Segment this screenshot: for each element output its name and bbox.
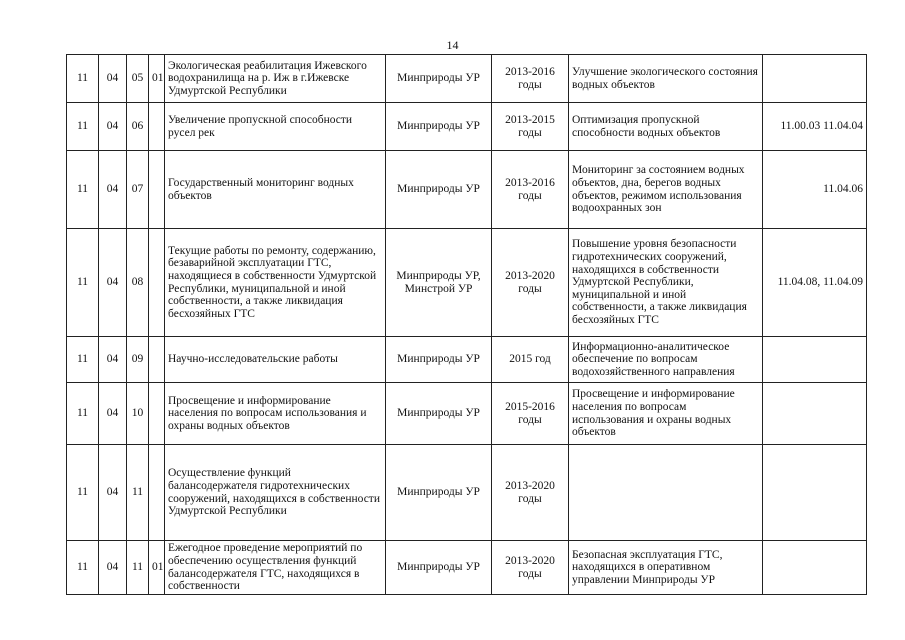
expected-result (569, 445, 763, 541)
term: 2013-2020 годы (492, 541, 569, 595)
indicator-codes (763, 55, 867, 103)
expected-result: Информационно-аналитическое обеспечение по вопросам водохозяйственного направления (569, 337, 763, 383)
activity-name: Научно-исследовательские работы (165, 337, 386, 383)
term: 2013-2016 годы (492, 55, 569, 103)
term: 2013-2020 годы (492, 229, 569, 337)
expected-result: Оптимизация пропускной способности водных объектов (569, 103, 763, 151)
term: 2015-2016 годы (492, 383, 569, 445)
code-part-2: 04 (99, 337, 127, 383)
executor: Минприроды УР (386, 151, 492, 229)
expected-result: Улучшение экологического состояния водных объектов (569, 55, 763, 103)
executor: Минприроды УР, Минстрой УР (386, 229, 492, 337)
code-part-1: 11 (67, 337, 99, 383)
code-part-1: 11 (67, 541, 99, 595)
term: 2015 год (492, 337, 569, 383)
code-part-1: 11 (67, 445, 99, 541)
code-part-1: 11 (67, 151, 99, 229)
executor: Минприроды УР (386, 445, 492, 541)
code-part-3: 08 (127, 229, 149, 337)
term: 2013-2020 годы (492, 445, 569, 541)
indicator-codes (763, 541, 867, 595)
table-row (67, 229, 867, 337)
program-table (66, 54, 867, 595)
activity-name: Экологическая реабилитация Ижевского водохранилища на р. Иж в г.Ижевске Удмуртской Республики (165, 55, 386, 103)
code-part-4 (149, 103, 165, 151)
table-row (67, 541, 867, 595)
expected-result: Безопасная эксплуатация ГТС, находящихся в оперативном управлении Минприроды УР (569, 541, 763, 595)
indicator-codes (763, 383, 867, 445)
code-part-3: 11 (127, 541, 149, 595)
code-part-4 (149, 151, 165, 229)
table-row (67, 445, 867, 541)
code-part-3: 09 (127, 337, 149, 383)
executor: Минприроды УР (386, 55, 492, 103)
code-part-4 (149, 383, 165, 445)
code-part-3: 07 (127, 151, 149, 229)
activity-name: Текущие работы по ремонту, содержанию, безаварийной эксплуатации ГТС, находящиеся в собственности Удмуртской Республики, муниципальной и иной собственности, а также ликвидация бесхозяйных ГТС (165, 229, 386, 337)
expected-result: Мониторинг за состоянием водных объектов, дна, берегов водных объектов, режимом использования водоохранных зон (569, 151, 763, 229)
code-part-3: 10 (127, 383, 149, 445)
code-part-1: 11 (67, 383, 99, 445)
code-part-4 (149, 337, 165, 383)
table-row (67, 383, 867, 445)
executor: Минприроды УР (386, 103, 492, 151)
table-row (67, 103, 867, 151)
activity-name: Осуществление функций балансодержателя гидротехнических сооружений, находящихся в собственности Удмуртской Республики (165, 445, 386, 541)
code-part-2: 04 (99, 103, 127, 151)
code-part-2: 04 (99, 541, 127, 595)
code-part-4: 01 (149, 55, 165, 103)
code-part-2: 04 (99, 445, 127, 541)
table-row (67, 55, 867, 103)
table-row (67, 337, 867, 383)
activity-name: Просвещение и информирование населения по вопросам использования и охраны водных объектов (165, 383, 386, 445)
code-part-2: 04 (99, 229, 127, 337)
code-part-2: 04 (99, 151, 127, 229)
executor: Минприроды УР (386, 541, 492, 595)
executor: Минприроды УР (386, 383, 492, 445)
code-part-1: 11 (67, 103, 99, 151)
code-part-4 (149, 229, 165, 337)
code-part-2: 04 (99, 383, 127, 445)
activity-name: Ежегодное проведение мероприятий по обеспечению осуществления функций балансодержателя ГТС, находящихся в собственности (165, 541, 386, 595)
indicator-codes: 11.04.06 (763, 151, 867, 229)
indicator-codes: 11.04.08, 11.04.09 (763, 229, 867, 337)
code-part-3: 11 (127, 445, 149, 541)
indicator-codes: 11.00.03 11.04.04 (763, 103, 867, 151)
term: 2013-2015 годы (492, 103, 569, 151)
term: 2013-2016 годы (492, 151, 569, 229)
code-part-1: 11 (67, 55, 99, 103)
code-part-3: 05 (127, 55, 149, 103)
code-part-4 (149, 445, 165, 541)
activity-name: Государственный мониторинг водных объектов (165, 151, 386, 229)
indicator-codes (763, 445, 867, 541)
table-row (67, 151, 867, 229)
code-part-2: 04 (99, 55, 127, 103)
code-part-4: 01 (149, 541, 165, 595)
page-number: 14 (446, 38, 459, 52)
code-part-3: 06 (127, 103, 149, 151)
executor: Минприроды УР (386, 337, 492, 383)
expected-result: Повышение уровня безопасности гидротехнических сооружений, находящихся в собственности Удмуртской Республики, муниципальной и иной собственности, а также ликвидация бесхозяйных ГТС (569, 229, 763, 337)
expected-result: Просвещение и информирование населения по вопросам использования и охраны водных объектов (569, 383, 763, 445)
indicator-codes (763, 337, 867, 383)
activity-name: Увеличение пропускной способности русел рек (165, 103, 386, 151)
code-part-1: 11 (67, 229, 99, 337)
